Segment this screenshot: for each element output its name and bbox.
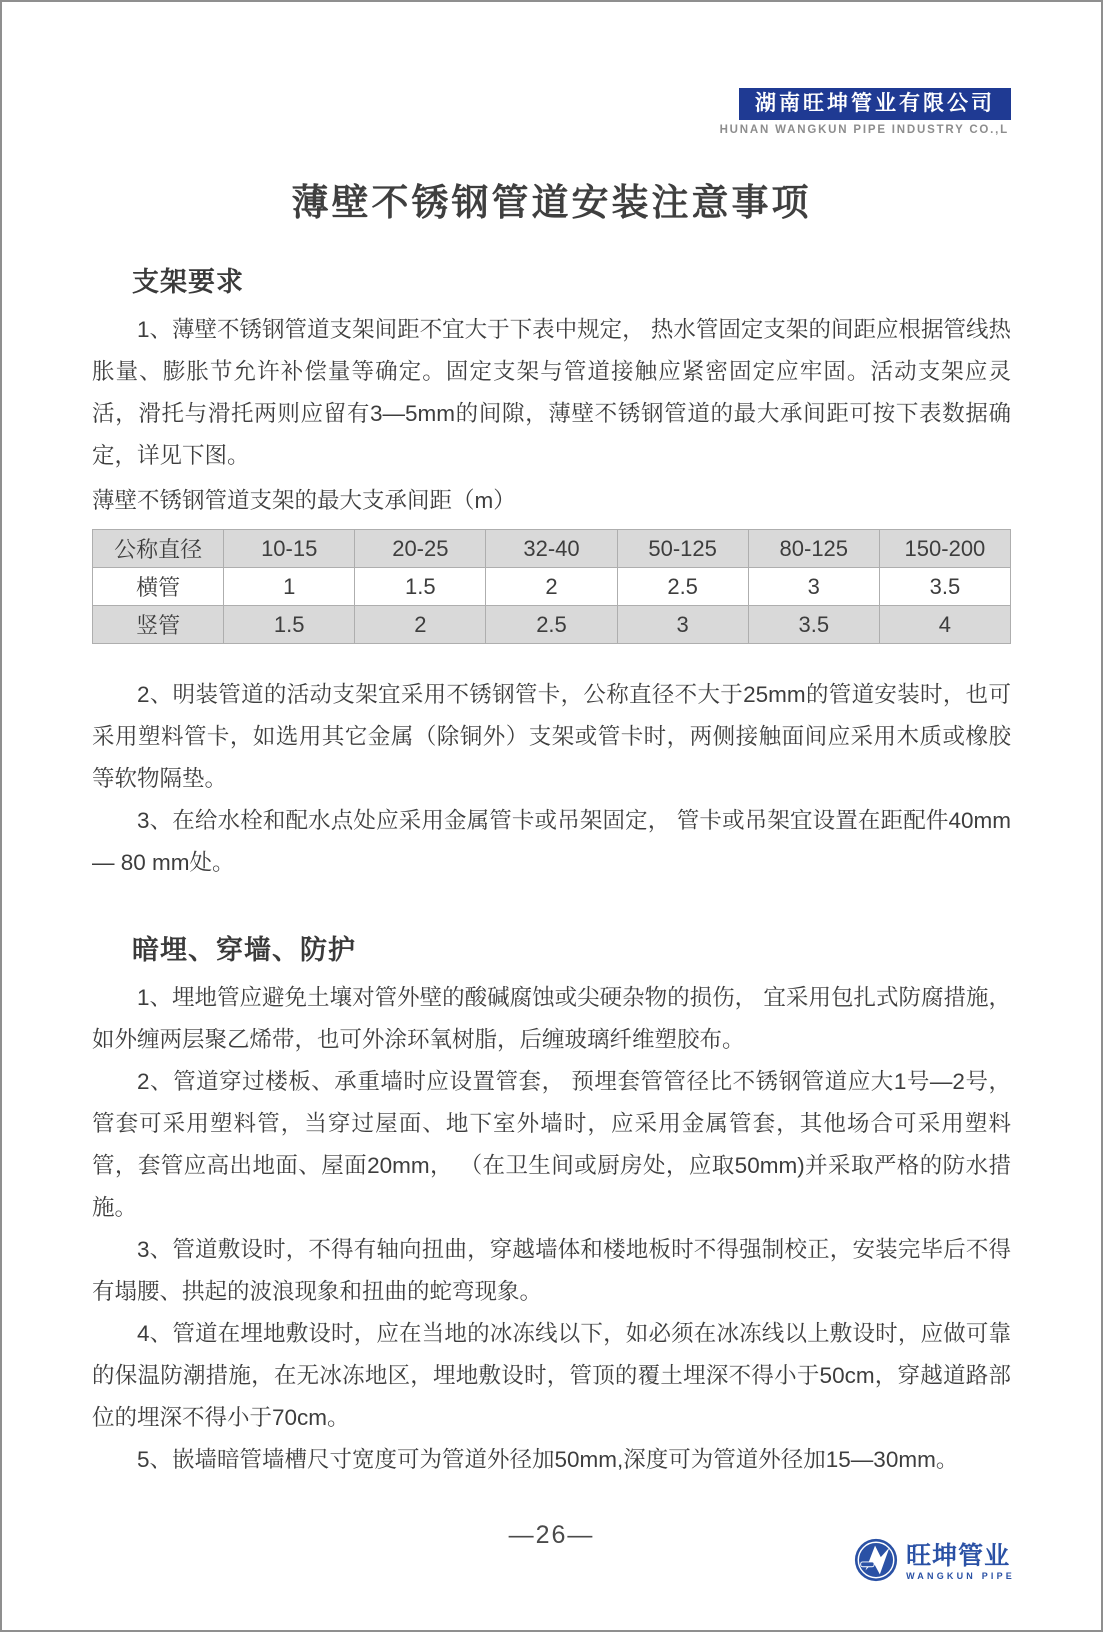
table-cell: 3.5 [748,606,879,644]
page-header [92,2,1011,136]
wangkun-logo-icon [853,1537,899,1588]
table-row [93,568,1011,606]
table-cell: 1.5 [355,568,486,606]
support-spacing-table [92,529,1011,644]
table-row [93,606,1011,644]
paragraph: 5、嵌墙暗管墙槽尺寸宽度可为管道外径加50mm,深度可为管道外径加15—30mm。 [137,1447,959,1473]
table-cell: 2 [486,568,617,606]
table-cell: 2.5 [617,568,748,606]
section-heading-support-requirements: 支架要求 [132,267,244,298]
paragraph: 3、管道敷设时，不得有轴向扭曲，穿越墙体和楼地板时不得强制校正，安装完毕后不得有塌腰、拱起的波浪现象和扭曲的蛇弯现象。 [92,1237,1011,1305]
page-number: —26— [508,1521,595,1549]
table-cell: 3.5 [879,568,1010,606]
table-header-cell: 50-125 [617,530,748,568]
table-header-cell: 80-125 [748,530,879,568]
table-header-cell: 150-200 [879,530,1010,568]
paragraph: 4、管道在埋地敷设时，应在当地的冰冻线以下，如必须在冰冻线以上敷设时，应做可靠的保温防潮措施，在无冰冻地区，埋地敷设时，管顶的覆土埋深不得小于50cm，穿越道路部位的埋深不得小于70cm。 [92,1321,1011,1431]
section-heading-concealed-protection: 暗埋、穿墙、防护 [132,935,356,966]
paragraph: 1、薄壁不锈钢管道支架间距不宜大于下表中规定， 热水管固定支架的间距应根据管线热胀量、膨胀节允许补偿量等确定。固定支架与管道接触应紧密固定应牢固。活动支架应灵活，滑托与滑托两则应留有3—5mm的间隙，薄壁不锈钢管道的最大承间距可按下表数据确定，详见下图。 [92,317,1011,469]
logo-name-chinese: 旺坤管业 [906,1542,1011,1570]
table-header-cell: 32-40 [486,530,617,568]
table-header-cell: 公称直径 [93,530,224,568]
table-cell: 2 [355,606,486,644]
table-cell: 1.5 [224,606,355,644]
page-title: 薄壁不锈钢管道安装注意事项 [291,182,812,224]
paragraph: 3、在给水栓和配水点处应采用金属管卡或吊架固定， 管卡或吊架宜设置在距配件40mm — 80 mm处。 [92,808,1011,876]
table-cell: 1 [224,568,355,606]
paragraph: 1、埋地管应避免土壤对管外壁的酸碱腐蚀或尖硬杂物的损伤， 宜采用包扎式防腐措施，如外缠两层聚乙烯带，也可外涂环氧树脂，后缠玻璃纤维塑胶布。 [92,985,1011,1053]
logo-name-english: WANGKUN PIPE [906,1571,1015,1581]
logo-text-block [906,1544,1015,1581]
table-cell: 3 [617,606,748,644]
paragraph: 2、管道穿过楼板、承重墙时应设置管套， 预埋套管管径比不锈钢管道应大1号—2号，管套可采用塑料管，当穿过屋面、地下室外墙时，应采用金属管套，其他场合可采用塑料管，套管应高出地面、屋面20mm， （在卫生间或厨房处，应取50mm)并采取严格的防水措施。 [92,1069,1011,1221]
paragraph: 2、明装管道的活动支架宜采用不锈钢管卡，公称直径不大于25mm的管道安装时，也可采用塑料管卡，如选用其它金属（除铜外）支架或管卡时，两侧接触面间应采用木质或橡胶等软物隔垫。 [92,682,1011,792]
table-header-cell: 20-25 [355,530,486,568]
company-name-english: HUNAN WANGKUN PIPE INDUSTRY CO.,L [719,124,1009,137]
table-header-row [93,530,1011,568]
table-caption: 薄壁不锈钢管道支架的最大支承间距（m） [92,488,516,514]
table-cell: 4 [879,606,1010,644]
table-cell: 3 [748,568,879,606]
row-label-cell: 横管 [93,568,224,606]
table-header-cell: 10-15 [224,530,355,568]
footer-logo [853,1537,1015,1588]
row-label-cell: 竖管 [93,606,224,644]
company-name-banner: 湖南旺坤管业有限公司 [739,88,1011,120]
table-cell: 2.5 [486,606,617,644]
